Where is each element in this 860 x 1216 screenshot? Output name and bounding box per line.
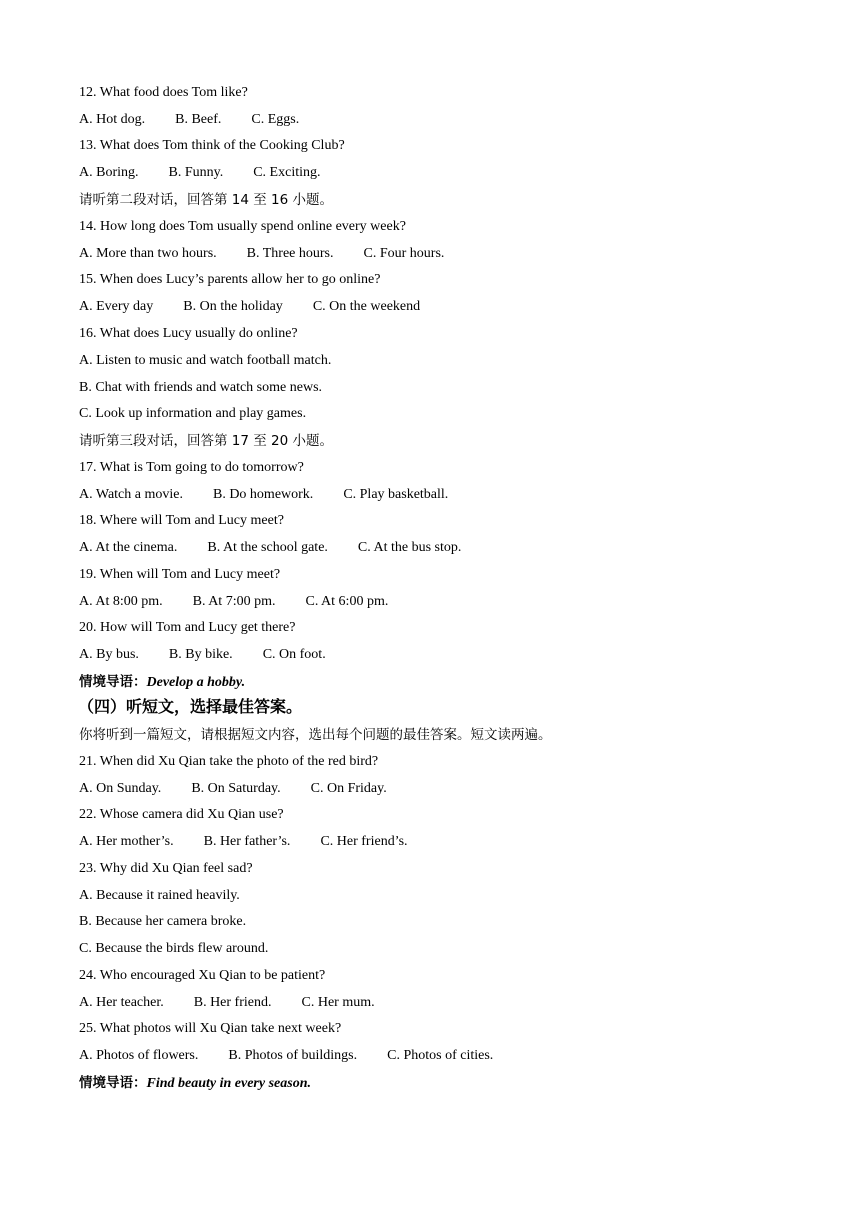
option-16-b: B. Chat with friends and watch some news. [79, 380, 323, 395]
question-25: 25. What photos will Xu Qian take next week? [79, 1021, 342, 1036]
question-23: 23. Why did Xu Qian feel sad? [79, 861, 253, 876]
question-13: 13. What does Tom think of the Cooking Club? [79, 138, 345, 153]
options-14 [79, 245, 444, 263]
option-c: C. On Friday. [310, 781, 387, 796]
context-text: Develop a hobby. [146, 675, 246, 690]
context-text: Find beauty in every season. [146, 1076, 311, 1091]
option-23-c: C. Because the birds flew around. [79, 941, 269, 956]
option-23-a: A. Because it rained heavily. [79, 888, 240, 903]
options-21 [79, 780, 387, 798]
option-c: C. Exciting. [253, 165, 321, 180]
context-label: 情境导语： [79, 674, 147, 690]
option-b: B. At 7:00 pm. [192, 594, 276, 609]
section-four-instruction: 你将听到一篇短文，请根据短文内容，选出每个问题的最佳答案。短文读两遍。 [79, 727, 552, 743]
option-c: C. Four hours. [363, 246, 445, 261]
option-b: B. Three hours. [246, 246, 334, 261]
option-b: B. Photos of buildings. [228, 1048, 358, 1063]
options-24 [79, 994, 375, 1012]
question-15: 15. When does Lucy’s parents allow her to go online? [79, 272, 381, 287]
context-intro-1 [79, 673, 245, 692]
option-c: C. Her friend’s. [320, 834, 408, 849]
options-15 [79, 298, 420, 316]
question-16: 16. What does Lucy usually do online? [79, 326, 298, 341]
question-14: 14. How long does Tom usually spend online every week? [79, 219, 406, 234]
option-16-a: A. Listen to music and watch football match. [79, 353, 332, 368]
options-25 [79, 1047, 493, 1065]
option-c: C. At the bus stop. [357, 540, 462, 555]
instruction-dialogue-2: 请听第二段对话，回答第 14 至 16 小题。 [79, 192, 334, 208]
option-b: B. Do homework. [212, 487, 314, 502]
options-18 [79, 539, 461, 557]
option-c: C. Play basketball. [343, 487, 449, 502]
options-19 [79, 593, 388, 611]
option-c: C. Photos of cities. [387, 1048, 494, 1063]
option-b: B. At the school gate. [207, 540, 328, 555]
option-c: C. On foot. [262, 647, 326, 662]
option-c: C. Her mum. [301, 995, 375, 1010]
option-16-c: C. Look up information and play games. [79, 406, 307, 421]
option-a: A. Photos of flowers. [79, 1048, 199, 1063]
option-a: A. At the cinema. [79, 540, 178, 555]
option-b: B. Funny. [168, 165, 224, 180]
instruction-dialogue-3: 请听第三段对话，回答第 17 至 20 小题。 [79, 433, 334, 449]
question-24: 24. Who encouraged Xu Qian to be patient? [79, 968, 326, 983]
option-b: B. Her friend. [193, 995, 272, 1010]
context-intro-2 [79, 1074, 311, 1093]
question-12: 12. What food does Tom like? [79, 85, 248, 100]
option-a: A. Watch a movie. [79, 487, 183, 502]
context-label: 情境导语： [79, 1075, 147, 1091]
section-four-heading: （四）听短文，选择最佳答案。 [78, 697, 303, 716]
options-20 [79, 646, 326, 664]
option-a: A. Every day [79, 299, 154, 314]
option-c: C. On the weekend [312, 299, 421, 314]
options-12 [79, 111, 299, 129]
option-a: A. Boring. [79, 165, 139, 180]
option-b: B. Beef. [175, 112, 222, 127]
option-a: A. On Sunday. [79, 781, 162, 796]
options-17 [79, 486, 448, 504]
option-a: A. Hot dog. [79, 112, 146, 127]
options-13 [79, 164, 321, 182]
question-22: 22. Whose camera did Xu Qian use? [79, 807, 284, 822]
question-18: 18. Where will Tom and Lucy meet? [79, 513, 284, 528]
question-19: 19. When will Tom and Lucy meet? [79, 567, 281, 582]
question-21: 21. When did Xu Qian take the photo of the red bird? [79, 754, 379, 769]
option-a: A. Her teacher. [79, 995, 164, 1010]
option-c: C. Eggs. [251, 112, 300, 127]
option-23-b: B. Because her camera broke. [79, 914, 247, 929]
option-b: B. On Saturday. [191, 781, 281, 796]
options-22 [79, 833, 408, 851]
option-a: A. More than two hours. [79, 246, 217, 261]
option-b: B. On the holiday [183, 299, 283, 314]
option-a: A. By bus. [79, 647, 139, 662]
question-20: 20. How will Tom and Lucy get there? [79, 620, 296, 635]
option-a: A. Her mother’s. [79, 834, 174, 849]
question-17: 17. What is Tom going to do tomorrow? [79, 460, 304, 475]
option-b: B. By bike. [168, 647, 233, 662]
option-a: A. At 8:00 pm. [79, 594, 163, 609]
option-b: B. Her father’s. [203, 834, 291, 849]
option-c: C. At 6:00 pm. [305, 594, 389, 609]
